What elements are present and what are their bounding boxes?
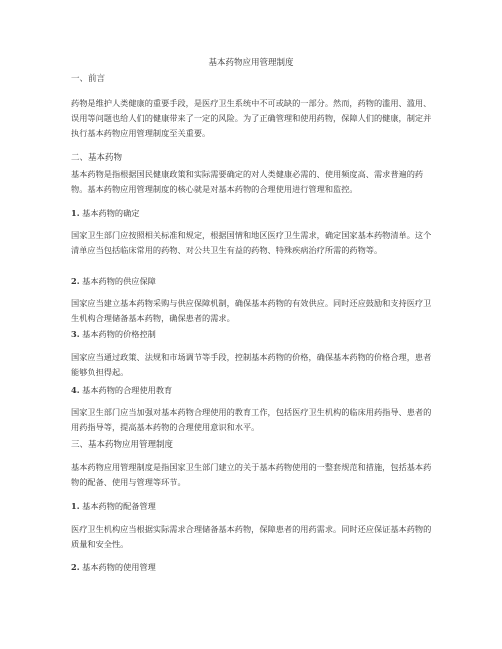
paragraph-determination: 国家卫生部门应按照相关标准和规定，根据国情和地区医疗卫生需求，确定国家基本药物清单。这个清单应当包括临床常用的药物、对公共卫生有益的药物、特殊疾病治疗所需的药物等。 (71, 230, 432, 256)
subheading-price (71, 327, 433, 342)
subheading-text: 基本药物的配备管理 (82, 501, 156, 511)
document-title: 基本药物应用管理制度 (208, 58, 294, 68)
subheading-text: 基本药物的价格控制 (82, 329, 156, 339)
paragraph-allocation: 医疗卫生机构应当根据实际需求合理储备基本药物，保障患者的用药需求。同时还应保证基本药物的质量和安全性。 (71, 524, 432, 550)
subheading-text: 基本药物的确定 (82, 208, 140, 218)
paragraph-management-system: 基本药物应用管理制度是指国家卫生部门建立的关于基本药物使用的一整套规范和措施，包括基本药物的配备、使用与管理等环节。 (71, 462, 432, 488)
section-heading-preface: 一、前言 (71, 74, 106, 84)
subheading-number: 2. (71, 562, 80, 572)
subheading-text: 基本药物的合理使用教育 (82, 385, 173, 395)
paragraph-education: 国家卫生部门应当加强对基本药物合理使用的教育工作，包括医疗卫生机构的临床用药指导、患者的用药指导等，提高基本药物的合理使用意识和水平。 (71, 407, 432, 433)
paragraph-price: 国家应当通过政策、法规和市场调节等手段，控制基本药物的价格，确保基本药物的价格合理，患者能够负担得起。 (71, 352, 432, 378)
subheading-number: 4. (71, 385, 80, 395)
paragraph-preface: 药物是维护人类健康的重要手段，是医疗卫生系统中不可或缺的一部分。然而，药物的滥用、滥用、误用等问题也给人们的健康带来了一定的风险。为了正确管理和使用药物，保障人们的健康，制定并执行基本药物应用管理制度至关重要。 (71, 98, 432, 139)
subheading-text: 基本药物的使用管理 (82, 562, 156, 572)
subheading-supply (71, 274, 433, 289)
subheading-usage (71, 560, 433, 575)
paragraph-essential-drugs: 基本药物是指根据国民健康政策和实际需要确定的对人类健康必需的、使用频度高、需求普遍的药物。基本药物应用管理制度的核心就是对基本药物的合理使用进行管理和监控。 (71, 169, 424, 195)
subheading-number: 3. (71, 329, 80, 339)
subheading-number: 1. (71, 501, 80, 511)
subheading-allocation (71, 499, 433, 514)
subheading-number: 1. (71, 208, 80, 218)
subheading-determination (71, 206, 433, 221)
subheading-education (71, 383, 433, 398)
paragraph-supply: 国家应当建立基本药物采购与供应保障机制，确保基本药物的有效供应。同时还应鼓励和支持医疗卫生机构合理储备基本药物，确保患者的需求。 (71, 298, 432, 324)
subheading-number: 2. (71, 276, 80, 286)
section-heading-essential-drugs: 二、基本药物 (71, 153, 123, 163)
subheading-text: 基本药物的供应保障 (82, 276, 156, 286)
section-heading-management-system: 三、基本药物应用管理制度 (71, 440, 174, 450)
